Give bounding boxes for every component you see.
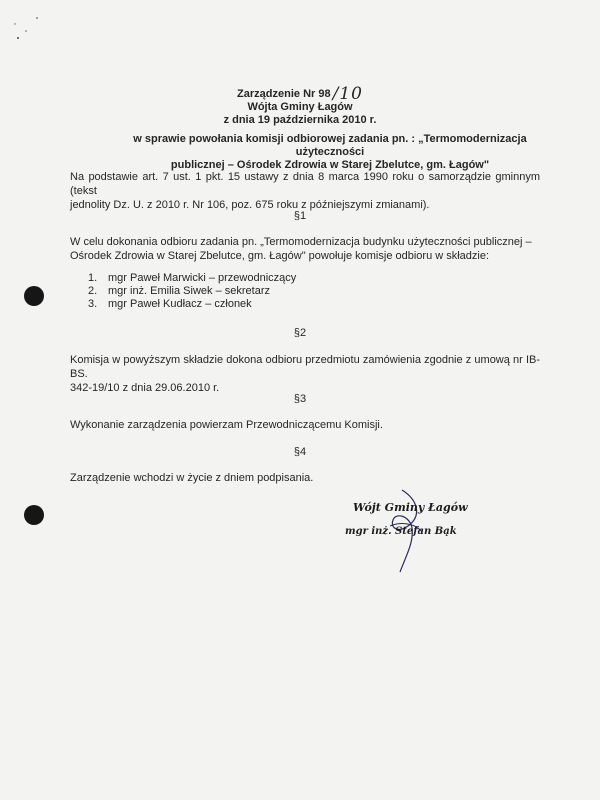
document-subject	[100, 133, 560, 172]
order-date: z dnia 19 października 2010 r.	[223, 114, 377, 126]
signature-name: mgr inż. Stefan Bąk	[345, 526, 457, 537]
subject-line-2: publicznej – Ośrodek Zdrowia w Starej Zbelutce, gm. Łagów"	[170, 159, 490, 171]
list-item-text: mgr Paweł Marwicki – przewodniczący	[108, 272, 297, 284]
order-number-handwritten: /10	[332, 84, 363, 104]
section-1-symbol: §1	[293, 210, 307, 222]
section-3-text	[70, 418, 540, 432]
order-number-label: Zarządzenie Nr 98	[237, 88, 331, 100]
signature-title: Wójt Gminy Łagów	[353, 501, 468, 514]
list-item-number: 1.	[88, 272, 98, 284]
list-item-number: 3.	[88, 298, 98, 310]
list-item	[88, 272, 296, 285]
section-3-line-1: Wykonanie zarządzenia powierzam Przewodniczącemu Komisji.	[70, 419, 383, 431]
section-1-text	[70, 235, 540, 263]
issuer: Wójta Gminy Łagów	[247, 101, 353, 113]
preamble-line-2: jednolity Dz. U. z 2010 r. Nr 106, poz. 675 roku z późniejszymi zmianami).	[70, 199, 430, 211]
preamble	[70, 170, 540, 212]
section-1-line-2: Ośrodek Zdrowia w Starej Zbelutce, gm. Łagów" powołuje komisje odbioru w składzie:	[70, 250, 490, 262]
section-2-line-1: Komisja w powyższym składzie dokona odbioru przedmiotu zamówienia zgodnie z umową nr IB-BS.	[70, 354, 540, 380]
preamble-line-1: Na podstawie art. 7 ust. 1 pkt. 15 ustawy z dnia 8 marca 1990 roku o samorządzie gminnym (tekst	[70, 171, 540, 197]
punch-hole-lower	[24, 505, 44, 525]
order-number	[0, 84, 600, 104]
section-2-line-2: 342-19/10 z dnia 29.06.2010 r.	[70, 382, 220, 394]
subject-line-1: w sprawie powołania komisji odbiorowej zadania pn. : „Termomodernizacja użyteczności	[133, 133, 527, 158]
document-header	[0, 86, 600, 127]
list-item-text: mgr Paweł Kudłacz – członek	[108, 298, 252, 310]
list-item	[88, 285, 296, 298]
section-1-line-1: W celu dokonania odbioru zadania pn. „Termomodernizacja budynku użyteczności publicznej –	[70, 236, 532, 248]
section-4-symbol: §4	[293, 446, 307, 458]
section-4-line-1: Zarządzenie wchodzi w życie z dniem podpisania.	[70, 472, 314, 484]
list-item-number: 2.	[88, 285, 98, 297]
section-2-text	[70, 353, 540, 395]
section-4-text	[70, 471, 540, 485]
punch-hole-upper	[24, 286, 44, 306]
section-3-symbol: §3	[293, 393, 307, 405]
list-item	[88, 298, 296, 311]
committee-list	[88, 272, 296, 311]
list-item-text: mgr inż. Emilia Siwek – sekretarz	[108, 285, 270, 297]
section-2-symbol: §2	[293, 327, 307, 339]
